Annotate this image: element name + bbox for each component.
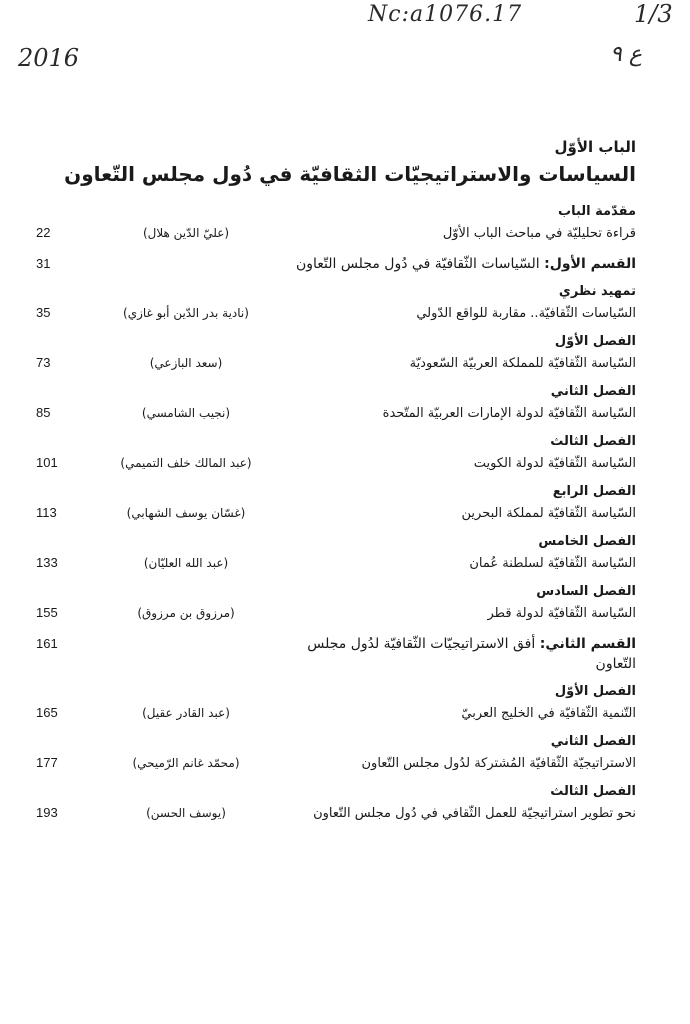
toc-author: (نجيب الشامسي) xyxy=(141,406,231,420)
table-of-contents xyxy=(36,138,636,830)
toc-section xyxy=(36,434,636,474)
toc-entries xyxy=(36,204,636,824)
toc-page-number: 161 xyxy=(36,636,58,651)
handwritten-right-note: ع ٩ xyxy=(610,42,642,67)
toc-entry-title: الاستراتيجيّة الثّقافيّة المُشتركة لدُول مجلس التّعاون xyxy=(361,756,636,771)
part-heading xyxy=(36,138,636,186)
toc-author: (عبد القادر عقيل) xyxy=(142,706,230,720)
toc-page-number: 155 xyxy=(36,605,58,620)
toc-row xyxy=(36,634,636,674)
toc-entry-title: قراءة تحليليّة في مباحث الباب الأوّل xyxy=(442,226,636,241)
toc-section-heading: الفصل الثاني xyxy=(550,384,636,399)
handwritten-corner-note: 1/3 xyxy=(634,0,673,28)
part-title: السياسات والاستراتيجيّات الثقافيّة في دُول مجلس التّعاون xyxy=(64,162,636,186)
toc-author: (مرزوق بن مرزوق) xyxy=(137,606,235,620)
toc-major-label: القسم الأول: xyxy=(544,256,636,272)
toc-author: (عبد المالك خلف التميمي) xyxy=(120,456,252,470)
toc-author: (سعد البازعي) xyxy=(149,356,223,370)
toc-page-number: 101 xyxy=(36,455,58,470)
toc-section xyxy=(36,734,636,774)
toc-section xyxy=(36,684,636,724)
toc-section xyxy=(36,534,636,574)
toc-entry-title: السّياسات الثّقافيّة.. مقاربة للواقع الدّولي xyxy=(416,306,636,321)
toc-entry-title: السّياسة الثّقافيّة لدولة قطر xyxy=(487,606,636,621)
toc-page-number: 177 xyxy=(36,755,58,770)
toc-major-label: القسم الثاني: xyxy=(539,636,636,652)
toc-major-title: أفق الاستراتيجيّات الثّقافيّة لدُول مجلس التّعاون xyxy=(307,636,636,672)
toc-row xyxy=(36,353,636,374)
toc-row xyxy=(36,254,636,274)
toc-section xyxy=(36,784,636,824)
toc-section-heading: مقدّمة الباب xyxy=(558,204,636,219)
toc-row xyxy=(36,503,636,524)
toc-row xyxy=(36,553,636,574)
toc-major-title: السّياسات الثّقافيّة في دُول مجلس التّعاون xyxy=(295,256,540,272)
toc-author: (عليّ الدّين هلال) xyxy=(142,226,230,240)
toc-row xyxy=(36,453,636,474)
handwritten-call-number: Nc:a1076.17 xyxy=(368,2,523,27)
toc-section-heading: الفصل الثاني xyxy=(550,734,636,749)
toc-page-number: 31 xyxy=(36,256,51,271)
toc-section-heading: الفصل الخامس xyxy=(538,534,636,549)
toc-entry-title: السّياسة الثّقافيّة لمملكة البحرين xyxy=(461,506,636,521)
toc-entry-title: نحو تطوير استراتيجيّة للعمل الثّقافي في دُول مجلس التّعاون xyxy=(313,806,636,821)
toc-entry-title: السّياسة الثّقافيّة لسلطنة عُمان xyxy=(469,556,636,571)
toc-row xyxy=(36,803,636,824)
toc-entry-title xyxy=(286,254,636,274)
toc-section xyxy=(36,254,636,274)
toc-section xyxy=(36,284,636,324)
toc-page-number: 73 xyxy=(36,355,51,370)
toc-author: (محمّد غانم الرّميحي) xyxy=(132,756,240,770)
toc-author: (يوسف الحسن) xyxy=(146,806,226,820)
toc-page-number: 22 xyxy=(36,225,51,240)
toc-section xyxy=(36,204,636,244)
toc-author: (عبد الله العليّان) xyxy=(143,556,229,570)
toc-row xyxy=(36,303,636,324)
toc-section xyxy=(36,584,636,624)
toc-page-number: 113 xyxy=(36,505,57,520)
toc-author: (نادية بدر الدّين أبو غازي) xyxy=(123,306,249,320)
toc-entry-title: السّياسة الثّقافيّة لدولة الكويت xyxy=(473,456,636,471)
toc-section-heading: الفصل الرابع xyxy=(552,484,636,499)
toc-page-number: 85 xyxy=(36,405,51,420)
toc-row xyxy=(36,703,636,724)
toc-page-number: 165 xyxy=(36,705,58,720)
toc-row xyxy=(36,753,636,774)
toc-section-heading: الفصل الأوّل xyxy=(554,684,636,699)
toc-row xyxy=(36,403,636,424)
toc-row xyxy=(36,603,636,624)
toc-author: (غسّان يوسف الشهابي) xyxy=(126,506,246,520)
toc-section-heading: الفصل الأوّل xyxy=(554,334,636,349)
toc-section xyxy=(36,334,636,374)
toc-page-number: 35 xyxy=(36,305,51,320)
toc-section-heading: الفصل السادس xyxy=(536,584,636,599)
toc-section-heading: الفصل الثالث xyxy=(550,784,636,799)
toc-row xyxy=(36,223,636,244)
toc-entry-title: السّياسة الثّقافيّة لدولة الإمارات العربيّة المتّحدة xyxy=(382,406,636,421)
toc-entry-title: التّنمية الثّقافيّة في الخليج العربيّ xyxy=(461,706,636,721)
toc-entry-title xyxy=(286,634,636,674)
part-label: الباب الأوّل xyxy=(554,138,636,156)
toc-section-heading: تمهيد نظري xyxy=(558,284,636,299)
toc-page-number: 133 xyxy=(36,555,58,570)
toc-section xyxy=(36,634,636,674)
toc-entry-title: السّياسة الثّقافيّة للمملكة العربيّة السّعوديّة xyxy=(409,356,636,371)
toc-section xyxy=(36,384,636,424)
toc-page-number: 193 xyxy=(36,805,58,820)
toc-section xyxy=(36,484,636,524)
handwritten-year: 2016 xyxy=(18,44,80,72)
toc-section-heading: الفصل الثالث xyxy=(550,434,636,449)
